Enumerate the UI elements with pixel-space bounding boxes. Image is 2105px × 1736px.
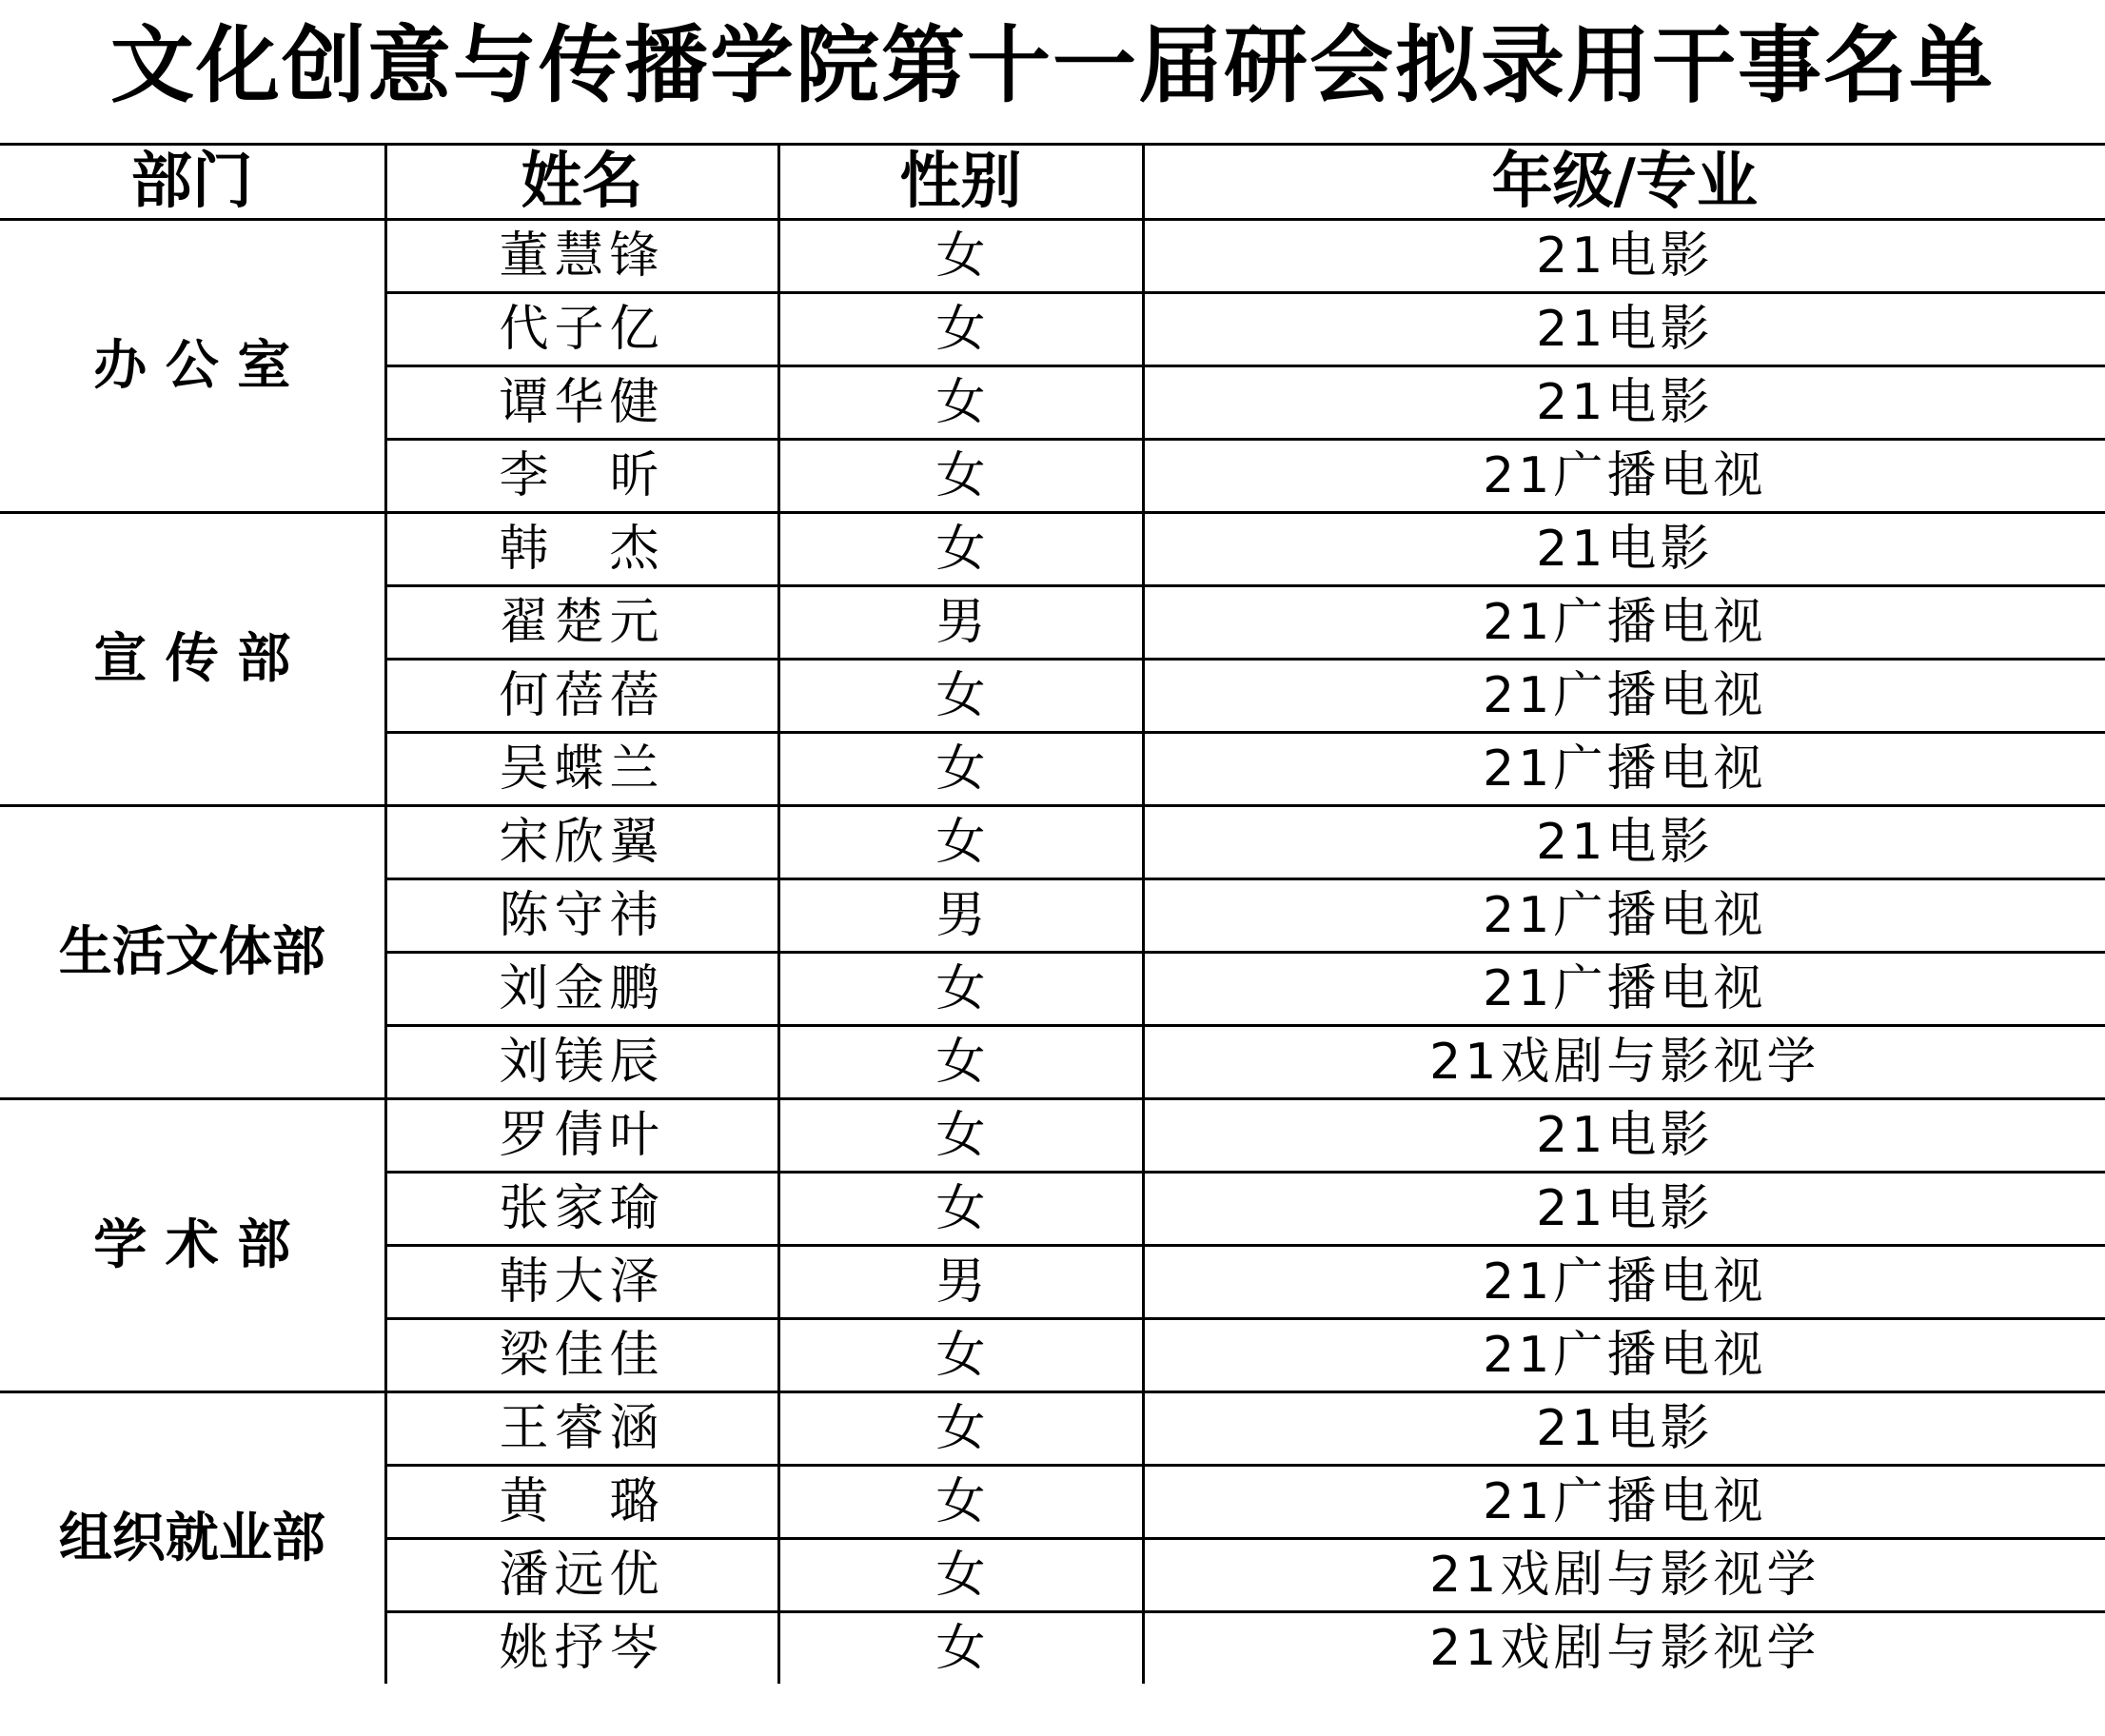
name-cell: 代子亿 [385,293,778,366]
name-cell: 陈守祎 [385,879,778,953]
staff-roster-table [0,143,2105,1684]
gender-cell: 女 [778,220,1143,293]
gender-cell: 女 [778,513,1143,586]
major-cell: 21电影 [1143,513,2105,586]
gender-cell: 女 [778,806,1143,879]
major-cell: 21广播电视 [1143,1466,2105,1539]
department-cell: 办 公 室 [0,220,385,513]
table-row [0,1392,2105,1466]
gender-cell: 女 [778,1392,1143,1466]
header-dept: 部门 [0,145,385,220]
name-cell: 罗倩叶 [385,1099,778,1173]
major-cell: 21电影 [1143,1173,2105,1246]
gender-cell: 女 [778,1466,1143,1539]
page-title: 文化创意与传播学院第十一届研会拟录用干事名单 [109,16,1995,114]
major-cell: 21广播电视 [1143,660,2105,733]
name-cell: 黄 璐 [385,1466,778,1539]
major-cell: 21戏剧与影视学 [1143,1026,2105,1099]
gender-cell: 男 [778,879,1143,953]
name-cell: 梁佳佳 [385,1319,778,1392]
major-cell: 21电影 [1143,366,2105,440]
gender-cell: 女 [778,293,1143,366]
major-cell: 21广播电视 [1143,1246,2105,1319]
name-cell: 姚抒岑 [385,1612,778,1685]
name-cell: 李 昕 [385,440,778,513]
name-cell: 董慧锋 [385,220,778,293]
header-gender: 性别 [778,145,1143,220]
table-row [0,220,2105,293]
gender-cell: 女 [778,1026,1143,1099]
header-name: 姓名 [385,145,778,220]
table-row [0,806,2105,879]
major-cell: 21电影 [1143,293,2105,366]
gender-cell: 男 [778,1246,1143,1319]
gender-cell: 女 [778,733,1143,806]
name-cell: 张家瑜 [385,1173,778,1246]
department-cell: 生活文体部 [0,806,385,1099]
gender-cell: 女 [778,1319,1143,1392]
major-cell: 21广播电视 [1143,440,2105,513]
major-cell: 21电影 [1143,220,2105,293]
gender-cell: 女 [778,953,1143,1026]
name-cell: 潘远优 [385,1539,778,1612]
name-cell: 谭华健 [385,366,778,440]
major-cell: 21广播电视 [1143,1319,2105,1392]
department-cell: 学 术 部 [0,1099,385,1392]
major-cell: 21广播电视 [1143,879,2105,953]
name-cell: 韩 杰 [385,513,778,586]
gender-cell: 女 [778,1612,1143,1685]
name-cell: 王睿涵 [385,1392,778,1466]
major-cell: 21广播电视 [1143,953,2105,1026]
table-row [0,513,2105,586]
gender-cell: 女 [778,440,1143,513]
gender-cell: 女 [778,660,1143,733]
gender-cell: 女 [778,1173,1143,1246]
name-cell: 韩大泽 [385,1246,778,1319]
major-cell: 21戏剧与影视学 [1143,1539,2105,1612]
table-body [0,220,2105,1685]
gender-cell: 女 [778,366,1143,440]
gender-cell: 男 [778,586,1143,660]
major-cell: 21电影 [1143,806,2105,879]
major-cell: 21广播电视 [1143,733,2105,806]
major-cell: 21广播电视 [1143,586,2105,660]
major-cell: 21电影 [1143,1392,2105,1466]
department-cell: 宣 传 部 [0,513,385,806]
gender-cell: 女 [778,1539,1143,1612]
department-cell: 组织就业部 [0,1392,385,1685]
name-cell: 宋欣翼 [385,806,778,879]
table-header-row [0,145,2105,220]
name-cell: 何蓓蓓 [385,660,778,733]
major-cell: 21电影 [1143,1099,2105,1173]
name-cell: 翟楚元 [385,586,778,660]
name-cell: 刘镁辰 [385,1026,778,1099]
name-cell: 刘金鹏 [385,953,778,1026]
major-cell: 21戏剧与影视学 [1143,1612,2105,1685]
header-major: 年级/专业 [1143,145,2105,220]
table-row [0,1099,2105,1173]
gender-cell: 女 [778,1099,1143,1173]
name-cell: 吴蝶兰 [385,733,778,806]
